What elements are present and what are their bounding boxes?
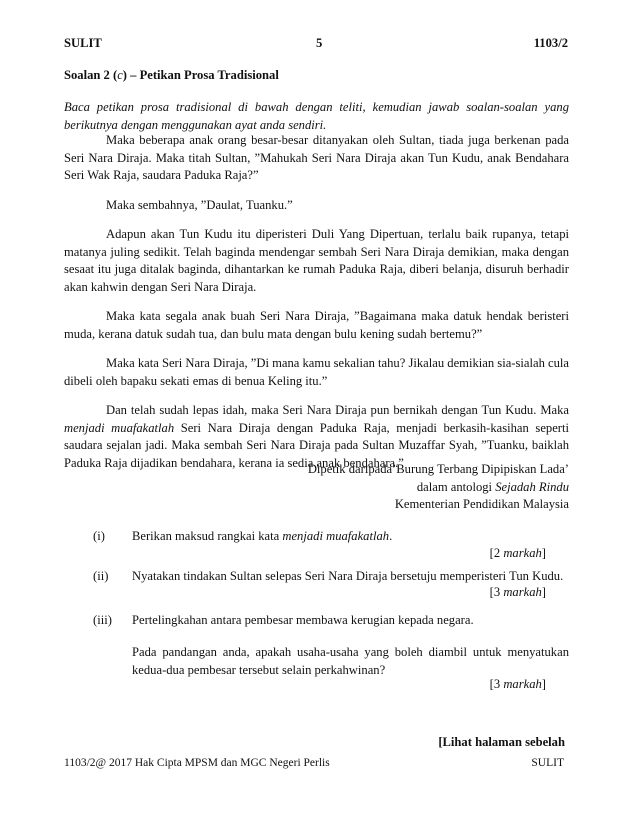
section-title-letter: c <box>117 68 123 82</box>
question-2-marks <box>380 585 546 600</box>
question-1-marks-word: markah <box>503 546 542 560</box>
next-page-note: [Lihat halaman sebelah <box>438 735 565 749</box>
question-1-marks-end: ] <box>541 546 546 560</box>
source-line-3: Kementerian Pendidikan Malaysia <box>394 497 569 511</box>
header-paper-code: 1103/2 <box>533 36 568 50</box>
question-1-number: (i) <box>93 529 105 543</box>
question-2-marks-num: [3 <box>489 585 504 599</box>
footer-sulit: SULIT <box>531 757 564 769</box>
question-2-marks-word: markah <box>503 585 542 599</box>
source-line-1: Dipetik daripada’Burung Terbang Dipipiskan Lada’ <box>307 462 569 476</box>
question-3-marks <box>380 677 546 692</box>
question-3-number: (iii) <box>93 613 112 627</box>
passage <box>64 132 569 472</box>
passage-p6-italic: menjadi muafakatlah <box>64 420 175 435</box>
question-1-text-italic: menjadi muafakatlah <box>282 529 390 543</box>
question-3-marks-num: [3 <box>489 677 504 691</box>
header-sulit: SULIT <box>64 36 102 50</box>
source-line-2-prefix: dalam antologi <box>416 479 496 494</box>
section-title-prefix: Soalan 2 ( <box>64 68 118 82</box>
question-3-text: Pertelingkahan antara pembesar membawa kerugian kepada negara. <box>132 613 474 627</box>
question-2-text: Nyatakan tindakan Sultan selepas Seri Nara Diraja bersetuju memperisteri Tun Kudu. <box>132 569 564 583</box>
question-3-marks-end: ] <box>541 677 546 691</box>
question-2-number: (ii) <box>93 569 109 583</box>
question-3-marks-word: markah <box>503 677 542 691</box>
question-1-marks <box>380 546 546 561</box>
passage-paragraph-5: Maka kata Seri Nara Diraja, ”Di mana kamu sekalian tahu? Jikalau demikian sia-sialah cula dibeli oleh bapaku sekati emas di benua Keling itu.” <box>64 356 569 388</box>
page-number: 5 <box>316 36 323 50</box>
section-title-suffix: ) – Petikan Prosa Tradisional <box>122 68 279 82</box>
source-citation <box>200 461 569 514</box>
footer-copyright: 1103/2@ 2017 Hak Cipta MPSM dan MGC Negeri Perlis <box>64 757 330 769</box>
passage-paragraph-1: Maka beberapa anak orang besar-besar ditanyakan oleh Sultan, tiada juga berkenan pada Seri Nara Diraja. Maka titah Sultan, ”Mahukah Seri Nara Diraja akan Tun Kudu, anak Bendahara Seri Wak Raja, saudara Paduka Raja?” <box>64 133 569 182</box>
question-2-marks-end: ] <box>541 585 546 599</box>
passage-p6-part-b: Seri Nara Diraja dengan Paduka Raja, menjadi berkasih-kasihan seperti saudara sejalan jadi. Maka sembah Seri Nara Diraja pada Sultan Muzaffar Syah, ”Tuanku, baiklah Paduka Raja dijadikan bendahara, kerana ia sedia anak bendahara.” <box>64 420 569 470</box>
passage-p6-part-a: Dan telah sudah lepas idah, maka Seri Nara Diraja pun bernikah dengan Tun Kudu. Maka <box>106 403 569 417</box>
question-3-text-2: Pada pandangan anda, apakah usaha-usaha yang boleh diambil untuk menyatukan kedua-dua pembesar tersebut selain perkahwinan? <box>132 645 569 677</box>
question-1-text <box>132 529 572 544</box>
question-1-text-b: . <box>389 529 393 543</box>
question-1-marks-num: [2 <box>489 546 504 560</box>
passage-paragraph-3: Adapun akan Tun Kudu itu diperisteri Duli Yang Dipertuan, terlalu baik rupanya, tetapi matanya juling sedikit. Telah baginda mendengar sembah Seri Nara Diraja demikian, maka dengan sesaat itu juga ditalak baginda, dihantarkan ke rumah Paduka Raja, diberi belanja, disuruh berhadir akan kahwin dengan Seri Nara Diraja. <box>64 227 569 294</box>
passage-paragraph-2: Maka sembahnya, ”Daulat, Tuanku.” <box>106 197 293 212</box>
instruction: Baca petikan prosa tradisional di bawah dengan teliti, kemudian jawab soalan-soalan yang berikutnya dengan menggunakan ayat anda sendiri. <box>64 100 569 132</box>
question-1-text-a: Berikan maksud rangkai kata <box>132 529 283 543</box>
passage-paragraph-4: Maka kata segala anak buah Seri Nara Diraja, ”Bagaimana maka datuk hendak beristeri muda, kerana datuk sudah tua, dan bulu mata dengan bulu kening sudah bertemu?” <box>64 309 569 341</box>
source-line-2 <box>200 479 569 497</box>
section-title <box>64 68 279 83</box>
source-line-2-italic: Sejadah Rindu <box>495 479 569 494</box>
